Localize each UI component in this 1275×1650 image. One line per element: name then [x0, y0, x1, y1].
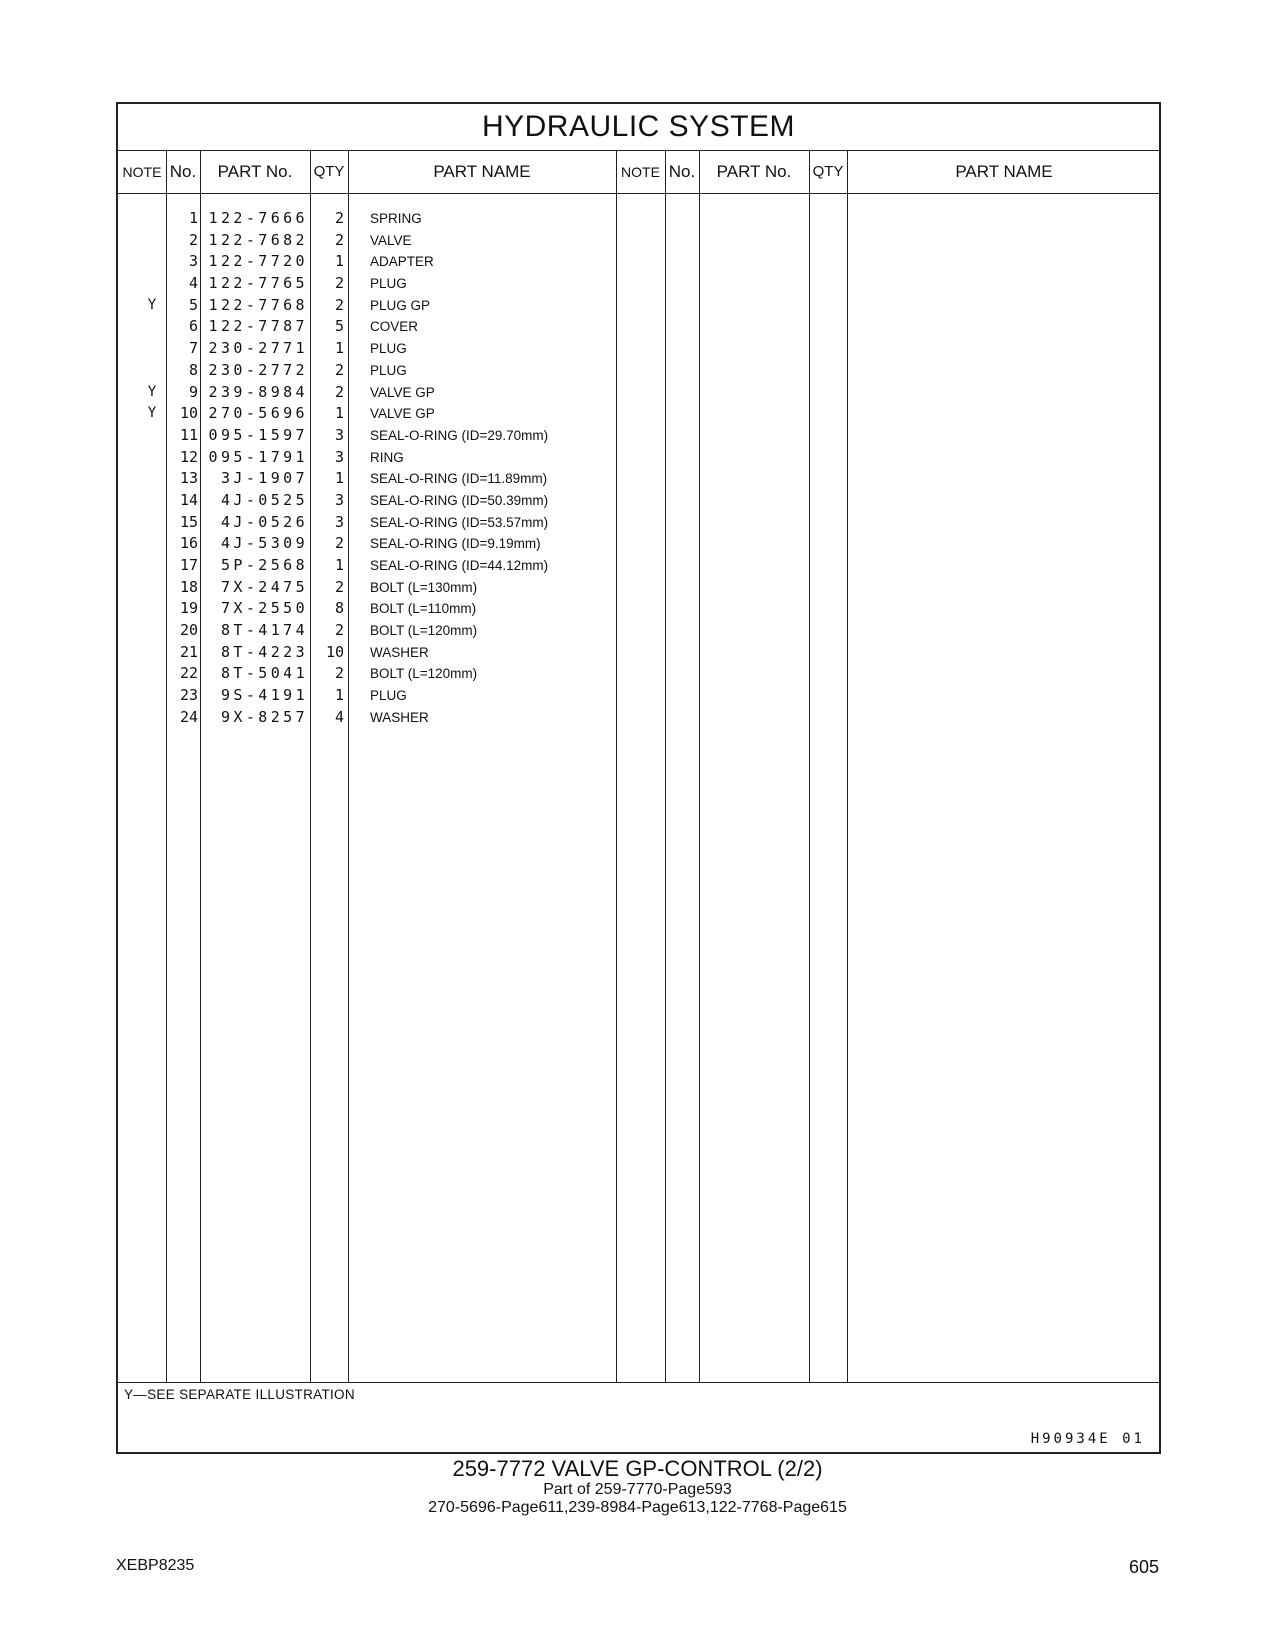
table-row [118, 338, 1159, 360]
row-quantity: 2 [334, 230, 344, 249]
table-row [118, 512, 1159, 534]
parts-list-frame [116, 102, 1161, 1454]
row-quantity: 2 [334, 577, 344, 596]
table-row [118, 468, 1159, 490]
header-no-right: No. [668, 162, 696, 181]
table-row [118, 316, 1159, 338]
row-part-name: VALVE GP [370, 406, 435, 422]
row-number: 10 [179, 404, 198, 423]
row-number: 21 [179, 642, 198, 661]
row-part-number: 9S-4191 [220, 686, 308, 705]
row-part-number: 270-5696 [208, 404, 308, 423]
header-divider [118, 193, 1159, 194]
table-row [118, 273, 1159, 295]
row-part-number: 122-7765 [208, 274, 308, 293]
table-row [118, 403, 1159, 425]
row-part-number: 122-7768 [208, 295, 308, 314]
footnote: Y—SEE SEPARATE ILLUSTRATION [124, 1387, 355, 1402]
row-quantity: 1 [334, 686, 344, 705]
row-number: 18 [179, 577, 198, 596]
row-part-name: SPRING [370, 211, 422, 226]
row-number: 9 [188, 382, 198, 401]
row-quantity: 4 [334, 707, 344, 726]
row-quantity: 1 [334, 469, 344, 488]
row-note: Y [147, 405, 157, 422]
row-quantity: 1 [334, 339, 344, 358]
row-quantity: 2 [334, 360, 344, 379]
row-part-name: SEAL-O-RING (ID=50.39mm) [370, 492, 549, 508]
table-row [118, 447, 1159, 469]
row-part-number: 122-7666 [208, 209, 308, 227]
table-row [118, 642, 1159, 664]
row-part-number: 9X-8257 [220, 707, 308, 726]
row-note: Y [147, 296, 157, 313]
row-quantity: 2 [334, 382, 344, 401]
row-quantity: 5 [334, 317, 344, 336]
row-part-number: 8T-5041 [220, 664, 308, 683]
parts-rows [118, 208, 1159, 729]
table-row [118, 533, 1159, 555]
row-number: 1 [188, 209, 198, 227]
table-row [118, 208, 1159, 230]
row-part-name: VALVE [370, 232, 412, 248]
row-quantity: 1 [334, 252, 344, 271]
row-number: 16 [179, 534, 198, 553]
row-part-name: ADAPTER [370, 254, 434, 270]
row-part-name: BOLT (L=130mm) [370, 579, 478, 595]
row-number: 15 [179, 512, 198, 531]
row-part-name: PLUG GP [370, 297, 431, 313]
row-part-name: SEAL-O-RING (ID=44.12mm) [370, 558, 549, 573]
row-part-name: SEAL-O-RING (ID=11.89mm) [370, 471, 548, 487]
row-part-name: PLUG [370, 276, 407, 292]
row-part-number: 3J-1907 [220, 469, 308, 488]
row-part-number: 5P-2568 [220, 556, 308, 574]
table-row [118, 295, 1159, 317]
table-row [118, 685, 1159, 707]
row-number: 22 [179, 664, 198, 683]
row-part-name: BOLT (L=120mm) [370, 666, 478, 682]
header-part-no-left: PART No. [217, 162, 293, 181]
table-row [118, 230, 1159, 252]
table-row [118, 663, 1159, 685]
header-note-left: NOTE [122, 164, 162, 180]
row-quantity: 10 [325, 642, 344, 661]
header-note-right: NOTE [621, 164, 660, 180]
row-quantity: 3 [334, 512, 344, 531]
row-quantity: 1 [334, 404, 344, 423]
row-number: 7 [188, 339, 198, 358]
row-part-number: 230-2772 [208, 360, 308, 379]
row-part-number: 122-7682 [208, 230, 308, 249]
illustration-code: H90934E 01 [1030, 1431, 1145, 1447]
row-part-number: 4J-0526 [220, 512, 308, 531]
table-row [118, 490, 1159, 512]
caption-references: 270-5696-Page611,239-8984-Page613,122-7768-Page615 [428, 1499, 847, 1516]
row-part-number: 095-1597 [208, 425, 308, 444]
caption-parent: Part of 259-7770-Page593 [543, 1481, 732, 1498]
row-number: 11 [179, 425, 198, 444]
row-part-number: 4J-5309 [220, 534, 308, 553]
row-number: 8 [188, 360, 198, 379]
row-part-number: 7X-2475 [220, 577, 308, 596]
table-row [118, 620, 1159, 642]
table-row [118, 707, 1159, 729]
header-part-name-left: PART NAME [433, 162, 531, 181]
header-no-left: No. [169, 162, 197, 181]
row-part-number: 4J-0525 [220, 490, 308, 509]
row-quantity: 2 [334, 295, 344, 314]
row-number: 14 [179, 490, 198, 509]
row-part-name: SEAL-O-RING (ID=29.70mm) [370, 427, 549, 443]
section-title: HYDRAULIC SYSTEM [118, 104, 1159, 151]
header-qty-left: QTY [313, 163, 345, 180]
row-part-name: COVER [370, 319, 419, 335]
row-number: 17 [179, 556, 198, 574]
row-part-name: WASHER [370, 709, 429, 725]
table-row [118, 360, 1159, 382]
table-row [118, 598, 1159, 620]
row-quantity: 2 [334, 534, 344, 553]
row-part-name: RING [370, 449, 404, 465]
row-part-number: 230-2771 [208, 339, 308, 358]
row-part-number: 8T-4223 [220, 642, 308, 661]
row-number: 2 [188, 230, 198, 249]
row-part-name: VALVE GP [370, 384, 435, 400]
row-part-name: PLUG [370, 341, 407, 357]
row-number: 19 [179, 599, 198, 618]
row-quantity: 8 [334, 599, 344, 618]
caption-title: 259-7772 VALVE GP-CONTROL (2/2) [452, 1456, 823, 1481]
table-row [118, 555, 1159, 577]
table-row [118, 251, 1159, 273]
row-part-name: SEAL-O-RING (ID=53.57mm) [370, 514, 549, 530]
table-row [118, 382, 1159, 404]
row-part-name: SEAL-O-RING (ID=9.19mm) [370, 536, 541, 552]
row-number: 3 [188, 252, 198, 271]
row-part-number: 8T-4174 [220, 621, 308, 640]
table-row [118, 577, 1159, 599]
row-part-number: 095-1791 [208, 447, 308, 466]
row-number: 20 [179, 621, 198, 640]
row-quantity: 3 [334, 447, 344, 466]
row-part-name: PLUG [370, 362, 407, 378]
page-number: 605 [1129, 1557, 1160, 1577]
row-number: 23 [179, 686, 198, 705]
header-part-no-right: PART No. [716, 162, 792, 181]
row-quantity: 2 [334, 274, 344, 293]
row-quantity: 1 [334, 556, 344, 574]
table-row [118, 425, 1159, 447]
table-bottom-divider [118, 1382, 1159, 1383]
row-quantity: 3 [334, 490, 344, 509]
row-number: 13 [179, 469, 198, 488]
row-quantity: 2 [334, 664, 344, 683]
row-quantity: 3 [334, 425, 344, 444]
row-part-name: PLUG [370, 688, 407, 704]
row-part-number: 239-8984 [208, 382, 308, 401]
row-number: 12 [179, 447, 198, 466]
row-number: 24 [179, 707, 198, 726]
row-part-name: BOLT (L=120mm) [370, 623, 478, 639]
row-part-number: 122-7720 [208, 252, 308, 271]
document-id: XEBP8235 [116, 1557, 195, 1574]
header-part-name-right: PART NAME [955, 162, 1053, 181]
header-qty-right: QTY [812, 163, 844, 180]
row-number: 4 [188, 274, 198, 293]
row-part-number: 122-7787 [208, 317, 308, 336]
row-part-name: BOLT (L=110mm) [370, 601, 477, 617]
row-number: 6 [188, 317, 198, 336]
row-quantity: 2 [334, 621, 344, 640]
row-note: Y [147, 383, 157, 400]
row-part-name: WASHER [370, 644, 429, 660]
row-quantity: 2 [334, 209, 344, 227]
row-part-number: 7X-2550 [220, 599, 308, 618]
row-number: 5 [188, 295, 198, 314]
